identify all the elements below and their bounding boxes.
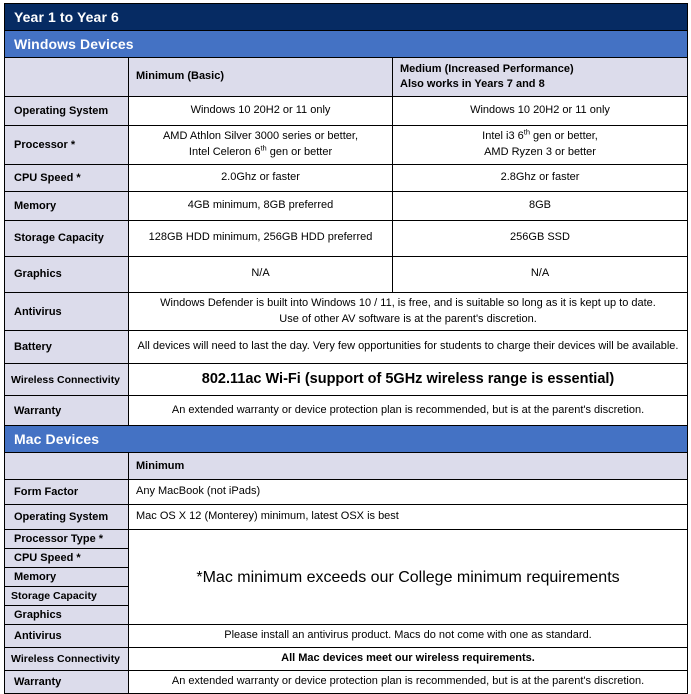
processor-minimum-line2-sup: th	[260, 142, 267, 152]
table-row	[5, 292, 688, 331]
device-requirements-document	[0, 3, 691, 693]
row-label-operating-system: Operating System	[5, 96, 129, 125]
row-value-minimum-processor	[129, 125, 393, 164]
table-row	[5, 125, 688, 164]
table-row	[5, 505, 688, 530]
mac-header-minimum: Minimum	[129, 453, 688, 480]
page-title: Year 1 to Year 6	[5, 4, 688, 31]
mac-column-header-row	[5, 453, 688, 480]
windows-column-header-row	[5, 58, 688, 97]
table-row	[5, 530, 688, 549]
row-value-wireless-connectivity: 802.11ac Wi-Fi (support of 5GHz wireless range is essential)	[129, 364, 688, 396]
table-row	[5, 671, 688, 694]
processor-minimum-line2-b: gen or better	[266, 145, 333, 158]
windows-header-minimum: Minimum (Basic)	[129, 58, 393, 97]
mac-row-label-operating-system: Operating System	[5, 505, 129, 530]
antivirus-line1: Windows Defender is built into Windows 10 / 11, is free, and is suitable so long as it is kept up to date.	[160, 296, 656, 309]
row-value-minimum-memory: 4GB minimum, 8GB preferred	[129, 191, 393, 220]
row-value-antivirus	[129, 292, 688, 331]
row-value-medium-processor	[393, 125, 688, 164]
processor-medium-line1-a: Intel i3 6	[482, 129, 524, 142]
mac-row-value-form-factor: Any MacBook (not iPads)	[129, 480, 688, 505]
row-value-medium-cpu-speed: 2.8Ghz or faster	[393, 164, 688, 191]
mac-row-label-processor-type: Processor Type *	[5, 530, 129, 549]
row-label-storage-capacity: Storage Capacity	[5, 220, 129, 256]
mac-row-label-cpu-speed: CPU Speed *	[5, 549, 129, 568]
row-value-minimum-storage-capacity: 128GB HDD minimum, 256GB HDD preferred	[129, 220, 393, 256]
processor-medium-line2: AMD Ryzen 3 or better	[484, 145, 596, 158]
mac-row-label-graphics: Graphics	[5, 606, 129, 625]
mac-row-label-wireless-connectivity: Wireless Connectivity	[5, 648, 129, 671]
table-row	[5, 164, 688, 191]
document-title-row	[5, 4, 688, 31]
row-label-wireless-connectivity: Wireless Connectivity	[5, 364, 129, 396]
table-row	[5, 256, 688, 292]
processor-medium-line1-b: gen or better,	[529, 129, 598, 142]
windows-header-spec	[5, 58, 129, 97]
table-row	[5, 648, 688, 671]
windows-header-medium-line1: Medium (Increased Performance)	[400, 63, 574, 75]
mac-row-label-memory: Memory	[5, 568, 129, 587]
requirements-table	[4, 3, 688, 694]
table-row	[5, 96, 688, 125]
windows-header-medium-line2: Also works in Years 7 and 8	[400, 77, 545, 90]
table-row	[5, 364, 688, 396]
mac-row-value-wireless-connectivity: All Mac devices meet our wireless requirements.	[129, 648, 688, 671]
row-value-medium-memory: 8GB	[393, 191, 688, 220]
table-row	[5, 331, 688, 364]
row-value-medium-storage-capacity: 256GB SSD	[393, 220, 688, 256]
mac-section-header-row	[5, 426, 688, 453]
processor-medium-line1	[397, 129, 683, 145]
windows-header-medium	[393, 58, 688, 97]
row-value-medium-graphics: N/A	[393, 256, 688, 292]
processor-minimum-line1: AMD Athlon Silver 3000 series or better,	[162, 129, 359, 142]
row-label-processor: Processor *	[5, 125, 129, 164]
row-value-warranty: An extended warranty or device protection plan is recommended, but is at the parent's discretion.	[129, 396, 688, 426]
table-row	[5, 191, 688, 220]
table-row	[5, 480, 688, 505]
row-label-battery: Battery	[5, 331, 129, 364]
row-label-memory: Memory	[5, 191, 129, 220]
row-value-battery: All devices will need to last the day. Very few opportunities for students to charge their devices will be available.	[129, 331, 688, 364]
row-label-graphics: Graphics	[5, 256, 129, 292]
processor-minimum-line2	[133, 142, 388, 161]
windows-section-header-row	[5, 31, 688, 58]
row-label-cpu-speed: CPU Speed *	[5, 164, 129, 191]
mac-row-label-warranty: Warranty	[5, 671, 129, 694]
table-row	[5, 625, 688, 648]
row-label-antivirus: Antivirus	[5, 292, 129, 331]
section-header-windows: Windows Devices	[5, 31, 688, 58]
table-row	[5, 220, 688, 256]
mac-row-value-warranty: An extended warranty or device protection plan is recommended, but is at the parent's discretion.	[129, 671, 688, 694]
mac-row-label-form-factor: Form Factor	[5, 480, 129, 505]
section-header-mac: Mac Devices	[5, 426, 688, 453]
mac-row-value-operating-system: Mac OS X 12 (Monterey) minimum, latest OSX is best	[129, 505, 688, 530]
mac-header-spec	[5, 453, 129, 480]
row-label-warranty: Warranty	[5, 396, 129, 426]
antivirus-line2: Use of other AV software is at the parent's discretion.	[279, 312, 537, 325]
row-value-minimum-operating-system: Windows 10 20H2 or 11 only	[129, 96, 393, 125]
mac-row-label-antivirus: Antivirus	[5, 625, 129, 648]
row-value-minimum-cpu-speed: 2.0Ghz or faster	[129, 164, 393, 191]
row-value-medium-operating-system: Windows 10 20H2 or 11 only	[393, 96, 688, 125]
table-row	[5, 396, 688, 426]
processor-minimum-line2-a: Intel Celeron 6	[188, 145, 261, 158]
row-value-minimum-graphics: N/A	[129, 256, 393, 292]
mac-row-label-storage-capacity: Storage Capacity	[5, 587, 129, 606]
mac-merged-note: *Mac minimum exceeds our College minimum requirements	[129, 530, 688, 625]
processor-medium-line1-sup: th	[523, 127, 530, 137]
mac-row-value-antivirus: Please install an antivirus product. Macs do not come with one as standard.	[129, 625, 688, 648]
